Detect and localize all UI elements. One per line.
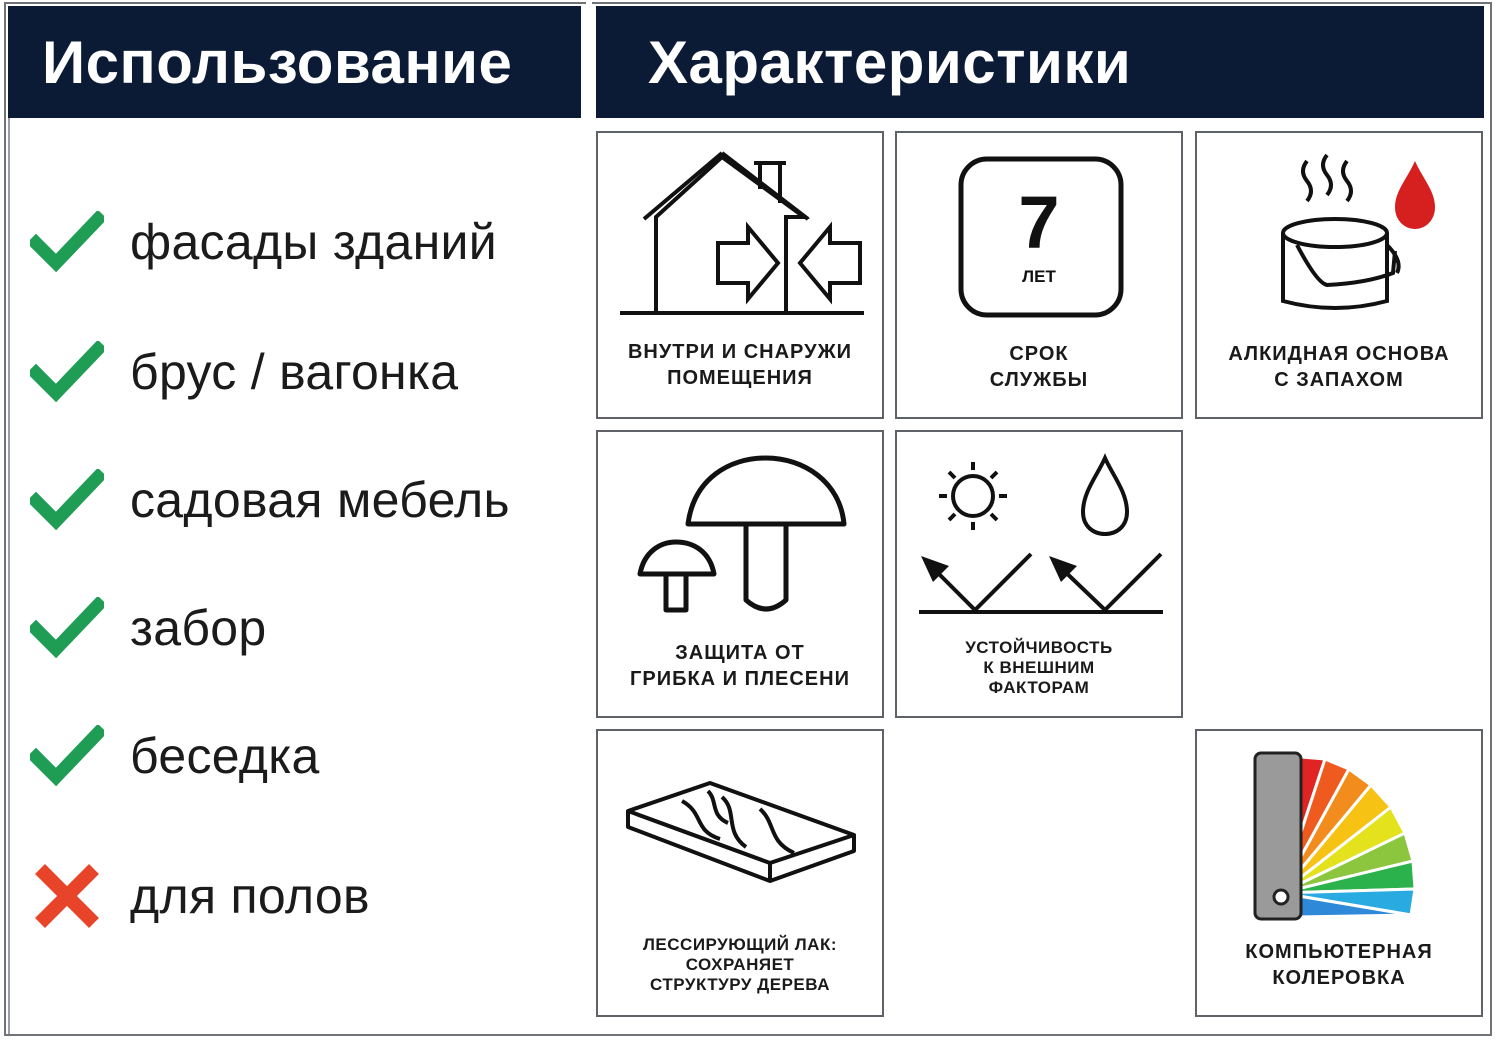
usage-item — [28, 202, 497, 282]
feature-glazing-varnish — [596, 729, 884, 1017]
usage-label: брус / вагонка — [130, 344, 459, 400]
check-icon — [28, 721, 106, 791]
usage-label: беседка — [130, 728, 320, 784]
usage-item — [28, 332, 458, 412]
service-life-unit: ЛЕТ — [1022, 267, 1056, 286]
header-divider — [586, 0, 592, 122]
check-icon — [28, 207, 106, 277]
feature-caption: ЛЕССИРУЮЩИЙ ЛАК: СОХРАНЯЕТ СТРУКТУРУ ДЕРЕВА — [643, 935, 837, 994]
check-icon — [28, 337, 106, 407]
feature-caption: УСТОЙЧИВОСТЬ К ВНЕШНИМ ФАКТОРАМ — [965, 638, 1113, 697]
usage-item — [28, 588, 267, 668]
usage-item — [28, 460, 510, 540]
feature-caption: КОМПЬЮТЕРНАЯ КОЛЕРОВКА — [1245, 941, 1433, 989]
feature-fungus-protection — [596, 430, 884, 718]
usage-header — [8, 6, 581, 118]
usage-item — [28, 856, 370, 936]
check-icon — [28, 465, 106, 535]
usage-label: забор — [130, 600, 267, 656]
check-icon — [28, 593, 106, 663]
usage-item — [28, 716, 320, 796]
feature-tinting — [1195, 729, 1483, 1017]
service-life-number: 7 — [1018, 181, 1060, 264]
features-title: Характеристики — [648, 28, 1132, 96]
feature-weather-resistance — [895, 430, 1183, 718]
features-header — [596, 6, 1484, 118]
usage-label: для полов — [130, 868, 370, 924]
feature-caption: ВНУТРИ И СНАРУЖИ ПОМЕЩЕНИЯ — [627, 341, 853, 389]
usage-label: фасады зданий — [130, 214, 497, 270]
feature-indoor-outdoor — [596, 131, 884, 419]
left-border — [8, 118, 10, 1034]
feature-caption: СРОК СЛУЖБЫ — [989, 343, 1089, 391]
feature-alkyd-base — [1195, 131, 1483, 419]
usage-title: Использование — [42, 28, 513, 96]
feature-service-life — [895, 131, 1183, 419]
usage-label: садовая мебель — [130, 472, 510, 528]
cross-icon — [28, 861, 106, 931]
feature-caption: АЛКИДНАЯ ОСНОВА С ЗАПАХОМ — [1228, 343, 1450, 391]
feature-caption: ЗАЩИТА ОТ ГРИБКА И ПЛЕСЕНИ — [630, 642, 850, 690]
